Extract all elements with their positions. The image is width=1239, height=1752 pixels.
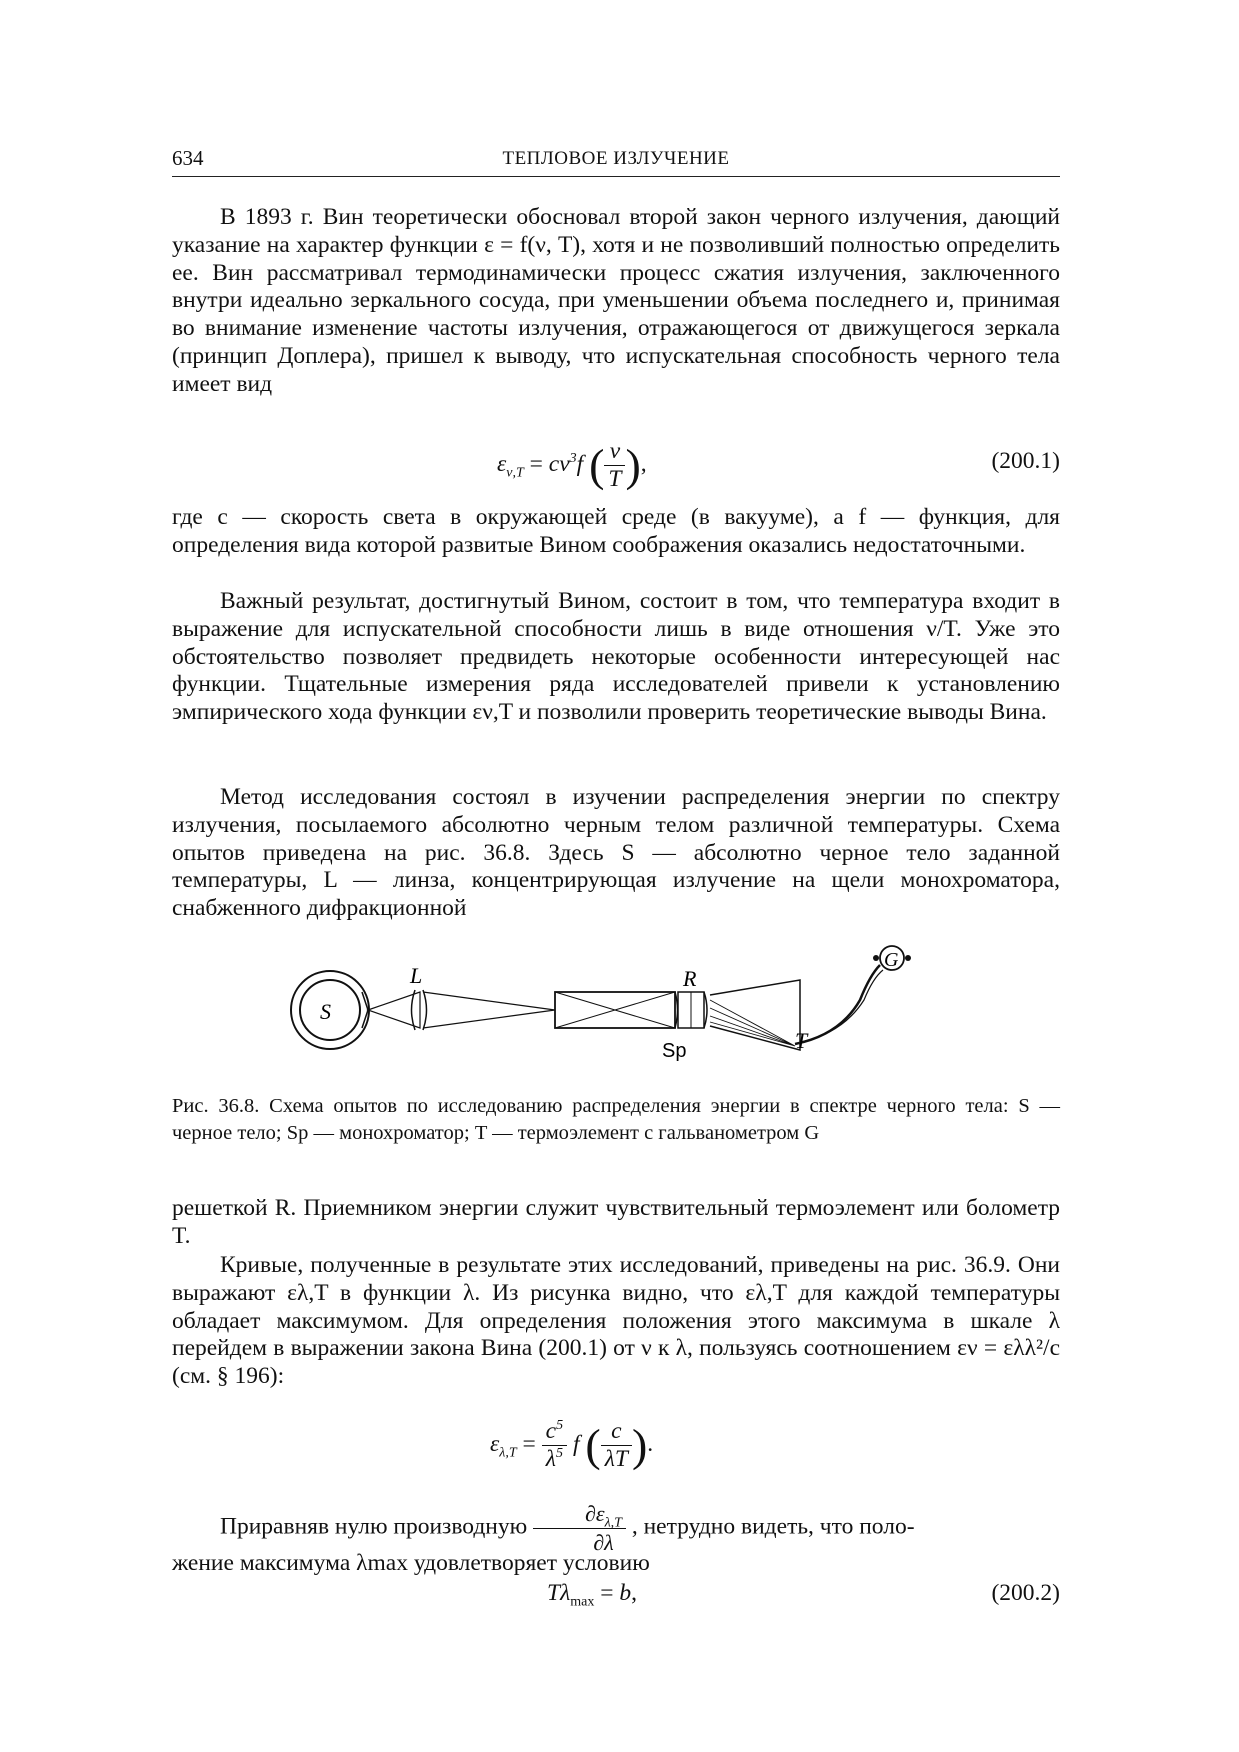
equation-200-2 [172,1580,1060,1612]
equation-200-1-number: (200.1) [991,448,1060,474]
paragraph-6-block [172,1252,1060,1391]
paragraph-5: решеткой R. Приемником энергии служит чувствительный термоэлемент или болометр T. [172,1195,1060,1249]
paragraph-4-block [172,784,1060,923]
derivative-fraction: $\frac{\partial\varepsilon_{\lambda,T}}{\partial\lambda}$ [533,1500,626,1557]
figure-caption: Рис. 36.8. Схема опытов по исследованию распределения энергии в спектре черного тела: S — черное тело; Sp — монохроматор; T — термоэлемент с гальванометром G [172,1095,1060,1144]
paragraph-2-block [172,504,1060,560]
paragraph-2: где c — скорость света в окружающей среде (в вакууме), а f — функция, для определения вида которой развитые Вином соображения оказались недостаточными. [172,504,1060,558]
equation-200-2-body: $T\lambda_{max} = b$, [547,1580,637,1610]
lens [368,963,427,1030]
monochromator [555,966,707,1062]
thermocouple-and-galvanometer [795,946,911,1053]
page-number: 634 [172,146,204,170]
paragraph-1-block [172,204,1060,399]
figure-label-s: S [320,999,331,1024]
running-title: ТЕПЛОВОЕ ИЗЛУЧЕНИЕ [502,148,730,169]
equation-lambda-body: $\varepsilon_{\lambda,T}$ = $\frac{c^5}{\lambda^5}$ f ( $\frac{c}{\lambda T}$ ). [490,1418,654,1472]
diffraction-grating-fan [710,980,800,1050]
page-header [172,146,1060,177]
paragraph-7c-block [172,1550,1060,1578]
equation-200-1-body: $\varepsilon_{\nu,T} = c\nu^3f$ ( $\frac{\nu}{T}$ ), [497,438,647,492]
figure-label-r: R [683,966,697,991]
paragraph-5-block [172,1195,1060,1251]
figure-label-g: G [884,949,899,971]
paragraph-7-part-c: жение максимума λmax удовлетворяет условию [172,1550,650,1576]
light-beam [423,992,555,1028]
figure-label-sp: Sp [662,1040,687,1062]
paragraph-4: Метод исследования состоял в изучении распределения энергии по спектру излучения, посылаемого абсолютно черным телом различной температуры. Схема опытов приведена на рис. 36.8. Здесь S — абсолютно черное тело заданной температуры, L — линза, концентрирующая излучение на щели монохроматора, снабженного дифракционной [172,784,1060,922]
figure-36-8 [280,940,960,1070]
equation-lambda [172,1418,1060,1492]
equation-200-2-number: (200.2) [991,1580,1060,1606]
black-body-source [291,971,369,1049]
equation-200-1 [172,434,1060,498]
paragraph-3: Важный результат, достигнутый Вином, состоит в том, что температура входит в выражение для испускательной способности лишь в виде отношения ν/T. Уже это обстоятельство позволяет предвидеть некоторые особенности интересующей нас функции. Тщательные измерения ряда исследователей привели к установлению эмпирического хода функции εν,T и позволили проверить теоретические выводы Вина. [172,588,1060,726]
paragraph-7-part-b: , нетрудно видеть, что поло- [631,1513,915,1540]
figure-label-t: T [795,1028,808,1053]
paragraph-6: Кривые, полученные в результате этих исследований, приведены на рис. 36.9. Они выражают ελ,T в функции λ. Из рисунка видно, что ελ,T для каждой температуры обладает максимумом. Для определения положения этого максимума в шкале λ перейдем в выражении закона Вина (200.1) от ν к λ, пользуясь соотношением εν = ελλ²/c (см. § 196): [172,1252,1060,1390]
paragraph-7-part-a: Приравняв нулю производную [220,1513,528,1540]
paragraph-3-block [172,588,1060,727]
paragraph-1: В 1893 г. Вин теоретически обосновал второй закон черного излучения, дающий указание на характер функции ε = f(ν, T), хотя и не позволивший полностью определить ее. Вин рассматривал термодинамически процесс сжатия излучения, заключенного внутри идеально зеркального сосуда, при уменьшении объема последнего и, принимая во внимание изменение частоты излучения, отражающегося от движущегося зеркала (принцип Доплера), пришел к выводу, что испускательная способность черного тела имеет вид [172,204,1060,397]
figure-label-l: L [410,963,423,988]
paragraph-7-line-1 [172,1500,1060,1557]
